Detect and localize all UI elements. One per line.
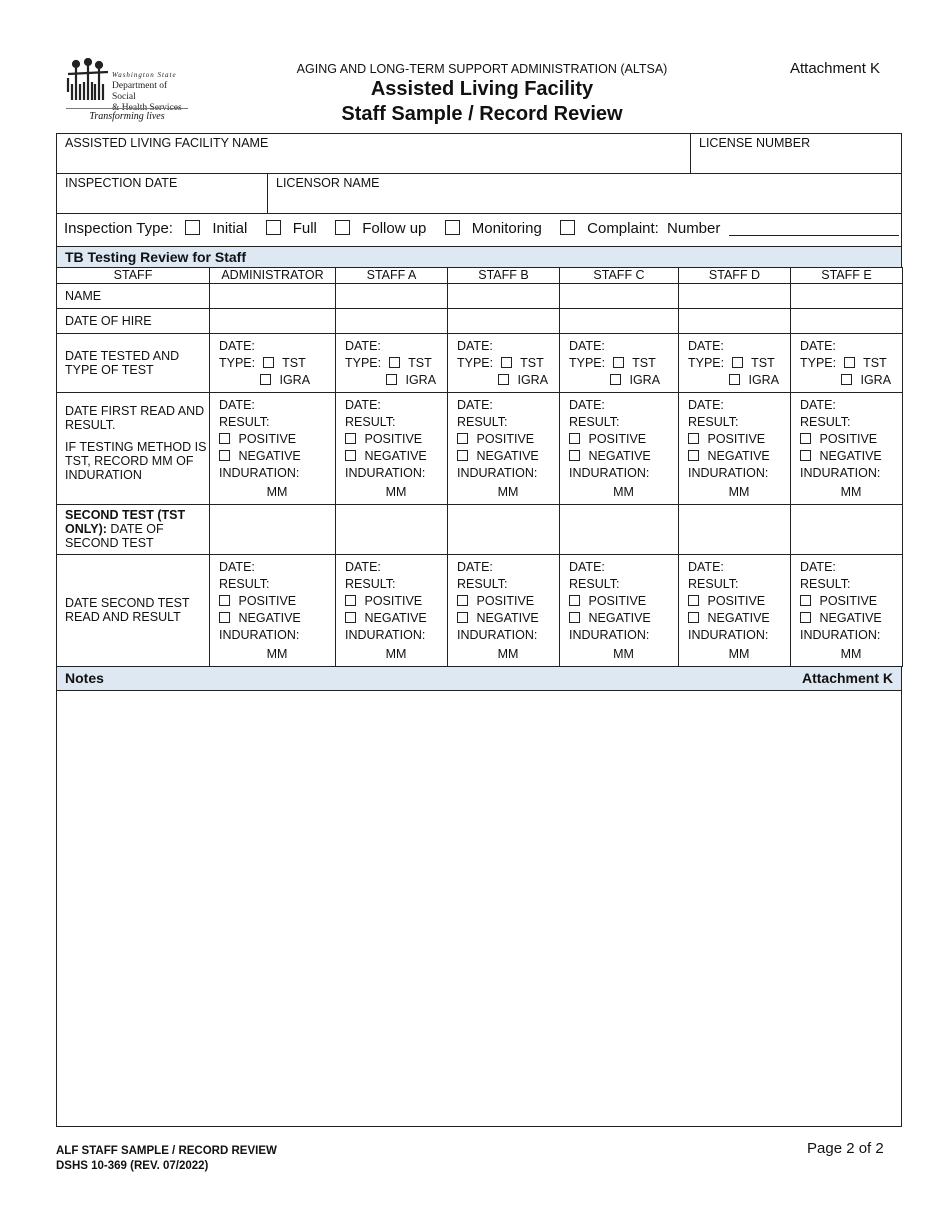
date-tested-cell-staff-b[interactable] bbox=[448, 334, 560, 393]
mm-label: MM bbox=[728, 647, 750, 661]
date-label: DATE: bbox=[688, 560, 724, 574]
date-label: DATE: bbox=[800, 560, 836, 574]
mm-label: MM bbox=[497, 485, 519, 499]
result-label: RESULT: bbox=[457, 577, 508, 591]
type-label: TYPE: bbox=[688, 356, 725, 370]
positive-checkbox[interactable] bbox=[569, 595, 580, 606]
date-of-hire-cell-staff-b[interactable] bbox=[448, 309, 560, 334]
mm-label: MM bbox=[497, 647, 519, 661]
induration-label: INDURATION: bbox=[345, 466, 426, 480]
tst-checkbox[interactable] bbox=[389, 357, 400, 368]
negative-label: NEGATIVE bbox=[364, 449, 427, 463]
induration-label: INDURATION: bbox=[569, 628, 650, 642]
result-label: RESULT: bbox=[569, 577, 620, 591]
negative-checkbox[interactable] bbox=[688, 450, 699, 461]
tst-label: TST bbox=[520, 356, 544, 370]
negative-label: NEGATIVE bbox=[707, 611, 770, 625]
date-of-hire-row bbox=[57, 309, 903, 334]
tb-section-header bbox=[56, 246, 902, 268]
result-label: RESULT: bbox=[457, 415, 508, 429]
notes-attachment-label: Attachment K bbox=[801, 670, 893, 686]
monitoring-label: Monitoring bbox=[471, 220, 542, 237]
date-of-hire-row-label: DATE OF HIRE bbox=[57, 309, 210, 334]
licensor-name-label: LICENSOR NAME bbox=[276, 176, 380, 190]
tst-checkbox[interactable] bbox=[844, 357, 855, 368]
follow-up-checkbox[interactable] bbox=[335, 220, 350, 235]
type-label: TYPE: bbox=[457, 356, 494, 370]
second-read-row-label: DATE SECOND TEST READ AND RESULT bbox=[57, 555, 210, 667]
tst-label: TST bbox=[751, 356, 775, 370]
igra-label: IGRA bbox=[860, 373, 892, 387]
tst-checkbox[interactable] bbox=[732, 357, 743, 368]
negative-label: NEGATIVE bbox=[588, 449, 651, 463]
tst-checkbox[interactable] bbox=[501, 357, 512, 368]
footer-line2: DSHS 10-369 (REV. 07/2022) bbox=[56, 1160, 209, 1172]
type-label: TYPE: bbox=[345, 356, 382, 370]
negative-label: NEGATIVE bbox=[238, 611, 301, 625]
name-cell-staff-d[interactable] bbox=[679, 284, 791, 309]
positive-label: POSITIVE bbox=[707, 432, 766, 446]
name-cell-staff-e[interactable] bbox=[791, 284, 903, 309]
col-header-staff: STAFF bbox=[57, 268, 210, 284]
initial-label: Initial bbox=[212, 220, 248, 237]
date-label: DATE: bbox=[688, 339, 724, 353]
name-row bbox=[57, 284, 903, 309]
igra-checkbox[interactable] bbox=[498, 374, 509, 385]
inspection-type-label: Inspection Type: bbox=[64, 220, 173, 237]
tb-header-row bbox=[57, 268, 903, 284]
first-read-cell-staff-b[interactable] bbox=[448, 393, 560, 505]
igra-label: IGRA bbox=[748, 373, 780, 387]
positive-label: POSITIVE bbox=[364, 594, 423, 608]
complaint-number-input[interactable] bbox=[729, 235, 899, 236]
date-label: DATE: bbox=[569, 398, 605, 412]
positive-label: POSITIVE bbox=[476, 594, 535, 608]
name-row-label: NAME bbox=[57, 284, 210, 309]
igra-checkbox[interactable] bbox=[610, 374, 621, 385]
igra-label: IGRA bbox=[279, 373, 311, 387]
date-of-hire-cell-administrator[interactable] bbox=[210, 309, 336, 334]
mm-label: MM bbox=[728, 485, 750, 499]
result-label: RESULT: bbox=[569, 415, 620, 429]
negative-checkbox[interactable] bbox=[345, 450, 356, 461]
negative-checkbox[interactable] bbox=[457, 612, 468, 623]
positive-checkbox[interactable] bbox=[219, 595, 230, 606]
positive-label: POSITIVE bbox=[707, 594, 766, 608]
date-label: DATE: bbox=[800, 398, 836, 412]
first-read-label-line1: DATE FIRST READ AND RESULT. bbox=[65, 404, 205, 432]
mm-label: MM bbox=[266, 485, 288, 499]
date-label: DATE: bbox=[569, 339, 605, 353]
name-cell-staff-b[interactable] bbox=[448, 284, 560, 309]
tst-checkbox[interactable] bbox=[613, 357, 624, 368]
second-read-cell-staff-e[interactable] bbox=[791, 555, 903, 667]
col-header-staff-b: STAFF B bbox=[448, 268, 560, 284]
date-tested-row-label: DATE TESTED AND TYPE OF TEST bbox=[57, 334, 210, 393]
second-test-date-cell-staff-b[interactable] bbox=[448, 505, 560, 555]
follow-up-label: Follow up bbox=[362, 220, 427, 237]
positive-checkbox[interactable] bbox=[569, 433, 580, 444]
igra-checkbox[interactable] bbox=[386, 374, 397, 385]
negative-checkbox[interactable] bbox=[688, 612, 699, 623]
form-title-line1: Assisted Living Facility bbox=[370, 78, 594, 100]
full-label: Full bbox=[292, 220, 317, 237]
first-read-cell-staff-a[interactable] bbox=[336, 393, 448, 505]
date-tested-cell-staff-d[interactable] bbox=[679, 334, 791, 393]
date-label: DATE: bbox=[569, 560, 605, 574]
inspection-date-label: INSPECTION DATE bbox=[65, 176, 178, 190]
igra-checkbox[interactable] bbox=[729, 374, 740, 385]
negative-checkbox[interactable] bbox=[345, 612, 356, 623]
tst-label: TST bbox=[632, 356, 656, 370]
negative-label: NEGATIVE bbox=[238, 449, 301, 463]
negative-checkbox[interactable] bbox=[457, 450, 468, 461]
logo-dept-line1: Department of Social bbox=[112, 81, 168, 102]
result-label: RESULT: bbox=[688, 577, 739, 591]
positive-label: POSITIVE bbox=[476, 432, 535, 446]
negative-label: NEGATIVE bbox=[364, 611, 427, 625]
igra-checkbox[interactable] bbox=[841, 374, 852, 385]
igra-label: IGRA bbox=[517, 373, 549, 387]
logo-tagline: Transforming lives bbox=[66, 108, 188, 122]
col-header-administrator: ADMINISTRATOR bbox=[210, 268, 336, 284]
second-read-row bbox=[57, 555, 903, 667]
igra-label: IGRA bbox=[405, 373, 437, 387]
attachment-label: Attachment K bbox=[790, 60, 881, 77]
positive-label: POSITIVE bbox=[238, 432, 297, 446]
positive-checkbox[interactable] bbox=[800, 595, 811, 606]
date-label: DATE: bbox=[219, 398, 255, 412]
result-label: RESULT: bbox=[688, 415, 739, 429]
type-label: TYPE: bbox=[219, 356, 256, 370]
complaint-checkbox[interactable] bbox=[560, 220, 575, 235]
col-header-staff-e: STAFF E bbox=[791, 268, 903, 284]
induration-label: INDURATION: bbox=[219, 466, 300, 480]
induration-label: INDURATION: bbox=[569, 466, 650, 480]
date-label: DATE: bbox=[457, 339, 493, 353]
second-test-date-cell-staff-d[interactable] bbox=[679, 505, 791, 555]
second-read-cell-administrator[interactable] bbox=[210, 555, 336, 667]
mm-label: MM bbox=[385, 647, 407, 661]
initial-checkbox[interactable] bbox=[185, 220, 200, 235]
second-test-date-cell-staff-e[interactable] bbox=[791, 505, 903, 555]
name-cell-staff-c[interactable] bbox=[560, 284, 679, 309]
logo-state: Washington State bbox=[112, 71, 177, 79]
negative-checkbox[interactable] bbox=[800, 612, 811, 623]
negative-checkbox[interactable] bbox=[219, 612, 230, 623]
second-test-row bbox=[57, 505, 903, 555]
positive-checkbox[interactable] bbox=[688, 433, 699, 444]
negative-checkbox[interactable] bbox=[800, 450, 811, 461]
positive-label: POSITIVE bbox=[819, 432, 878, 446]
second-test-date-cell-staff-a[interactable] bbox=[336, 505, 448, 555]
second-read-cell-staff-b[interactable] bbox=[448, 555, 560, 667]
date-label: DATE: bbox=[345, 398, 381, 412]
license-number-label: LICENSE NUMBER bbox=[699, 136, 811, 150]
negative-label: NEGATIVE bbox=[819, 449, 882, 463]
result-label: RESULT: bbox=[219, 577, 270, 591]
positive-label: POSITIVE bbox=[238, 594, 297, 608]
result-label: RESULT: bbox=[219, 415, 270, 429]
date-tested-cell-administrator[interactable] bbox=[210, 334, 336, 393]
induration-label: INDURATION: bbox=[219, 628, 300, 642]
first-read-cell-staff-e[interactable] bbox=[791, 393, 903, 505]
first-read-label-line2: IF TESTING METHOD IS TST, RECORD MM OF INDURATION bbox=[65, 440, 207, 482]
license-number-field[interactable] bbox=[690, 133, 902, 174]
second-test-date-cell-staff-c[interactable] bbox=[560, 505, 679, 555]
date-label: DATE: bbox=[800, 339, 836, 353]
induration-label: INDURATION: bbox=[800, 628, 881, 642]
first-read-cell-staff-c[interactable] bbox=[560, 393, 679, 505]
type-label: TYPE: bbox=[800, 356, 837, 370]
notes-textarea[interactable] bbox=[56, 690, 902, 1127]
positive-checkbox[interactable] bbox=[345, 433, 356, 444]
induration-label: INDURATION: bbox=[688, 628, 769, 642]
positive-checkbox[interactable] bbox=[219, 433, 230, 444]
col-header-staff-a: STAFF A bbox=[336, 268, 448, 284]
dshs-figures-icon bbox=[64, 58, 110, 104]
facility-name-field[interactable] bbox=[56, 133, 691, 174]
tb-section-title: TB Testing Review for Staff bbox=[65, 249, 246, 265]
date-tested-row bbox=[57, 334, 903, 393]
mm-label: MM bbox=[266, 647, 288, 661]
induration-label: INDURATION: bbox=[688, 466, 769, 480]
date-label: DATE: bbox=[345, 339, 381, 353]
full-checkbox[interactable] bbox=[266, 220, 281, 235]
logo-dept-line2: & Health Services bbox=[112, 103, 182, 113]
negative-label: NEGATIVE bbox=[476, 449, 539, 463]
licensor-name-field[interactable] bbox=[267, 173, 902, 214]
complaint-label: Complaint: bbox=[587, 220, 659, 237]
tst-checkbox[interactable] bbox=[263, 357, 274, 368]
tst-label: TST bbox=[863, 356, 887, 370]
second-read-cell-staff-c[interactable] bbox=[560, 555, 679, 667]
second-test-label-bold: SECOND TEST (TST ONLY): bbox=[65, 508, 186, 536]
negative-label: NEGATIVE bbox=[588, 611, 651, 625]
notes-header bbox=[56, 666, 902, 691]
negative-checkbox[interactable] bbox=[219, 450, 230, 461]
inspection-date-field[interactable] bbox=[56, 173, 268, 214]
second-read-cell-staff-a[interactable] bbox=[336, 555, 448, 667]
positive-label: POSITIVE bbox=[364, 432, 423, 446]
mm-label: MM bbox=[613, 485, 634, 499]
mm-label: MM bbox=[613, 647, 634, 661]
positive-label: POSITIVE bbox=[588, 594, 647, 608]
date-label: DATE: bbox=[688, 398, 724, 412]
negative-checkbox[interactable] bbox=[569, 450, 580, 461]
date-of-hire-cell-staff-e[interactable] bbox=[791, 309, 903, 334]
col-header-staff-c: STAFF C bbox=[560, 268, 679, 284]
dshs-logo bbox=[64, 58, 192, 128]
positive-checkbox[interactable] bbox=[457, 595, 468, 606]
inspection-type-group bbox=[64, 220, 899, 237]
mm-label: MM bbox=[840, 647, 862, 661]
second-read-cell-staff-d[interactable] bbox=[679, 555, 791, 667]
facility-name-label: ASSISTED LIVING FACILITY NAME bbox=[65, 136, 269, 150]
induration-label: INDURATION: bbox=[457, 466, 538, 480]
type-label: TYPE: bbox=[569, 356, 606, 370]
igra-label: IGRA bbox=[629, 373, 661, 387]
negative-checkbox[interactable] bbox=[569, 612, 580, 623]
date-tested-cell-staff-a[interactable] bbox=[336, 334, 448, 393]
positive-checkbox[interactable] bbox=[457, 433, 468, 444]
positive-checkbox[interactable] bbox=[688, 595, 699, 606]
second-test-label-rest: DATE OF SECOND TEST bbox=[65, 522, 164, 550]
tst-label: TST bbox=[408, 356, 432, 370]
date-of-hire-cell-staff-d[interactable] bbox=[679, 309, 791, 334]
name-cell-staff-a[interactable] bbox=[336, 284, 448, 309]
form-title-line2: Staff Sample / Record Review bbox=[341, 103, 623, 125]
footer-line1: ALF STAFF SAMPLE / RECORD REVIEW bbox=[56, 1145, 277, 1157]
date-label: DATE: bbox=[345, 560, 381, 574]
mm-label: MM bbox=[385, 485, 407, 499]
notes-title: Notes bbox=[65, 670, 104, 686]
col-header-staff-d: STAFF D bbox=[679, 268, 791, 284]
induration-label: INDURATION: bbox=[800, 466, 881, 480]
date-label: DATE: bbox=[457, 398, 493, 412]
positive-checkbox[interactable] bbox=[345, 595, 356, 606]
induration-label: INDURATION: bbox=[457, 628, 538, 642]
positive-label: POSITIVE bbox=[819, 594, 878, 608]
date-of-hire-cell-staff-a[interactable] bbox=[336, 309, 448, 334]
mm-label: MM bbox=[840, 485, 862, 499]
negative-label: NEGATIVE bbox=[819, 611, 882, 625]
result-label: RESULT: bbox=[345, 577, 396, 591]
second-test-row-label bbox=[57, 505, 210, 555]
induration-label: INDURATION: bbox=[345, 628, 426, 642]
date-tested-cell-staff-c[interactable] bbox=[560, 334, 679, 393]
negative-label: NEGATIVE bbox=[476, 611, 539, 625]
result-label: RESULT: bbox=[800, 577, 851, 591]
date-tested-cell-staff-e[interactable] bbox=[791, 334, 903, 393]
first-read-row-label bbox=[57, 393, 210, 505]
first-read-row bbox=[57, 393, 903, 505]
complaint-number-label: Number bbox=[667, 220, 721, 237]
positive-label: POSITIVE bbox=[588, 432, 647, 446]
result-label: RESULT: bbox=[345, 415, 396, 429]
date-of-hire-cell-staff-c[interactable] bbox=[560, 309, 679, 334]
name-cell-administrator[interactable] bbox=[210, 284, 336, 309]
monitoring-checkbox[interactable] bbox=[445, 220, 460, 235]
negative-label: NEGATIVE bbox=[707, 449, 770, 463]
tst-label: TST bbox=[282, 356, 306, 370]
first-read-cell-administrator[interactable] bbox=[210, 393, 336, 505]
date-label: DATE: bbox=[219, 560, 255, 574]
positive-checkbox[interactable] bbox=[800, 433, 811, 444]
date-label: DATE: bbox=[219, 339, 255, 353]
footer-form-id bbox=[56, 1144, 277, 1174]
second-test-date-cell-administrator[interactable] bbox=[210, 505, 336, 555]
first-read-cell-staff-d[interactable] bbox=[679, 393, 791, 505]
agency-name: AGING AND LONG-TERM SUPPORT ADMINISTRATION (ALTSA) bbox=[296, 62, 668, 76]
date-label: DATE: bbox=[457, 560, 493, 574]
igra-checkbox[interactable] bbox=[260, 374, 271, 385]
tb-testing-table bbox=[56, 267, 903, 667]
result-label: RESULT: bbox=[800, 415, 851, 429]
page-number: Page 2 of 2 bbox=[807, 1140, 884, 1157]
